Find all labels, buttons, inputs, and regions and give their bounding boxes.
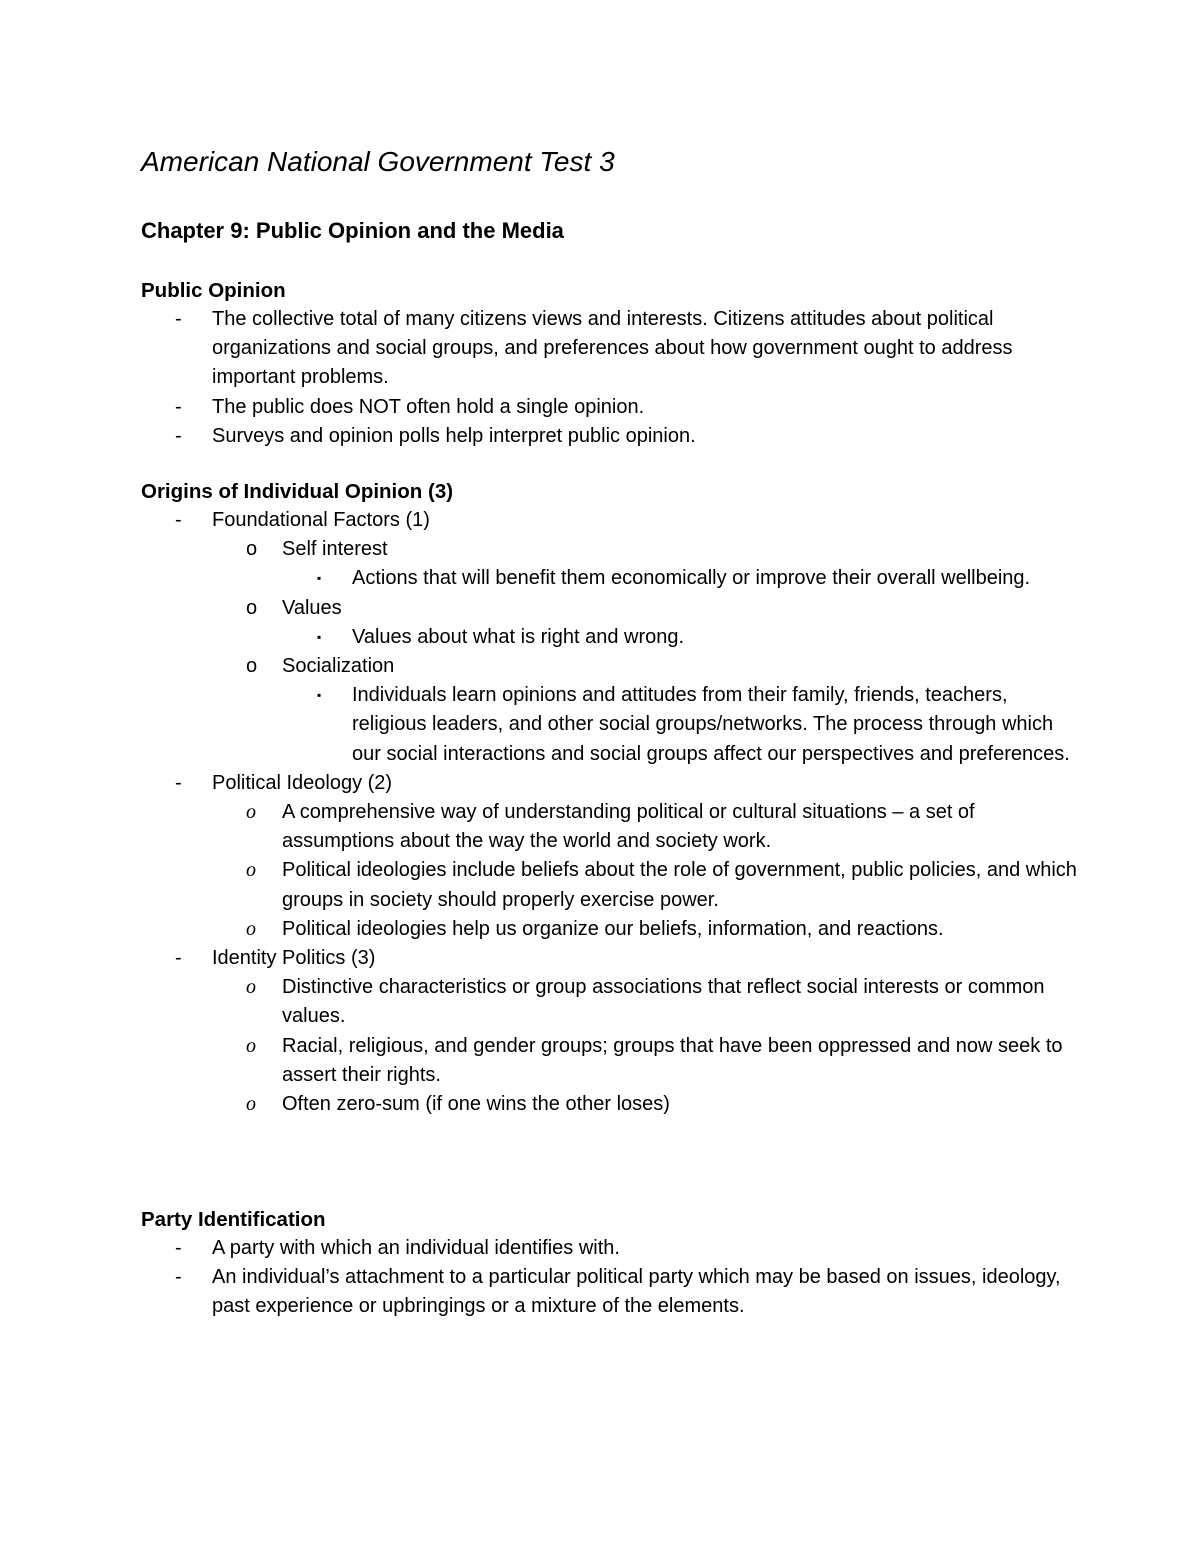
list-item [141,393,1081,422]
list-item [141,1234,1081,1263]
square-bullet-icon: ▪ [317,571,322,586]
document-title: American National Government Test 3 [141,146,615,177]
section-origins-of-opinion [141,477,1081,1119]
section-party-identification [141,1205,1081,1322]
circle-bullet-icon: o [246,1034,256,1057]
sublist-item [141,1090,1081,1119]
detail-list [141,623,1081,652]
dash-bullet-icon: - [175,1266,182,1289]
sublist-item-text: Racial, religious, and gender groups; groups that have been oppressed and now seek to assert their rights. [282,1034,1063,1086]
list-item-text: A party with which an individual identifies with. [212,1237,620,1259]
circle-bullet-icon: o [246,801,256,824]
detail-list [141,681,1081,769]
detail-item [141,681,1081,769]
list-item-text: Surveys and opinion polls help interpret public opinion. [212,424,696,447]
circle-bullet-icon: o [246,655,258,678]
sublist-item [141,915,1081,944]
sublist-item [141,798,1081,856]
sublist-item-text: Distinctive characteristics or group associations that reflect social interests or common values. [282,976,1045,1028]
sublist-item-text: Values [282,596,342,619]
circle-bullet-icon: o [246,1093,256,1116]
list-item-text: Identity Politics (3) [212,947,376,970]
sublist-container [141,535,1081,769]
list-item-text: An individual’s attachment to a particular political party which may be based on issues, ideology, past experience or upbringings or a mixture of the elements. [212,1266,1061,1318]
section-heading: Public Opinion [141,279,286,302]
detail-list-container [141,623,1081,652]
sublist-container [141,798,1081,944]
sublist-item-text: Socialization [282,655,395,678]
bullet-list [141,506,1081,1119]
detail-list [141,564,1081,593]
detail-item [141,564,1081,593]
section-heading: Party Identification [141,1208,326,1231]
list-item-text: Foundational Factors (1) [212,509,430,531]
dash-bullet-icon: - [175,771,182,794]
dash-bullet-icon: - [175,1237,182,1259]
list-item [141,305,1081,393]
detail-item-text: Individuals learn opinions and attitudes from their family, friends, teachers, religious leaders, and other social groups/networks. The process through which our social interactions and social groups affect our perspectives and preferences. [352,684,1070,765]
section-heading: Origins of Individual Opinion (3) [141,480,454,503]
sublist-item [141,594,1081,623]
section-public-opinion [141,276,1081,451]
sublist-item [141,535,1081,564]
list-item-text: Political Ideology (2) [212,771,393,794]
square-bullet-icon: ▪ [317,629,322,644]
dash-bullet-icon: - [175,395,182,418]
sublist [141,798,1081,944]
list-item-identity-politics [141,944,1081,973]
sublist-item [141,652,1081,681]
square-bullet-icon: ▪ [317,688,322,703]
sublist-item-text: Self interest [282,538,388,561]
circle-bullet-icon: o [246,859,256,882]
dash-bullet-icon: - [175,308,182,330]
sublist [141,535,1081,769]
sublist-container [141,973,1081,1119]
sublist-item [141,1032,1081,1090]
circle-bullet-icon: o [246,538,258,561]
list-item-political-ideology [141,769,1081,798]
sublist-item-text: Often zero-sum (if one wins the other loses) [282,1093,670,1116]
detail-item-text: Actions that will benefit them economically or improve their overall wellbeing. [352,567,1031,590]
sublist-item-text: A comprehensive way of understanding political or cultural situations – a set of assumptions about the way the world and society work. [282,801,975,853]
sublist-item-text: Political ideologies help us organize our beliefs, information, and reactions. [282,917,944,940]
sublist-item-text: Political ideologies include beliefs about the role of government, public policies, and which groups in society should properly exercise power. [282,859,1077,911]
dash-bullet-icon: - [175,509,182,531]
list-item-text: The public does NOT often hold a single opinion. [212,395,645,418]
detail-list-container [141,564,1081,593]
sublist-item [141,856,1081,914]
bullet-list [141,1234,1081,1322]
circle-bullet-icon: o [246,596,258,619]
list-item-foundational-factors [141,506,1081,535]
circle-bullet-icon: o [246,917,256,940]
dash-bullet-icon: - [175,947,182,970]
chapter-title: Chapter 9: Public Opinion and the Media [141,218,564,243]
circle-bullet-icon: o [246,976,256,999]
sublist-item [141,973,1081,1031]
detail-item [141,623,1081,652]
bullet-list [141,305,1081,451]
sublist [141,973,1081,1119]
list-item [141,422,1081,451]
list-item [141,1263,1081,1321]
detail-item-text: Values about what is right and wrong. [352,625,685,648]
dash-bullet-icon: - [175,424,182,447]
list-item-text: The collective total of many citizens views and interests. Citizens attitudes about political organizations and social groups, and preferences about how government ought to address important problems. [212,308,1013,389]
detail-list-container [141,681,1081,769]
